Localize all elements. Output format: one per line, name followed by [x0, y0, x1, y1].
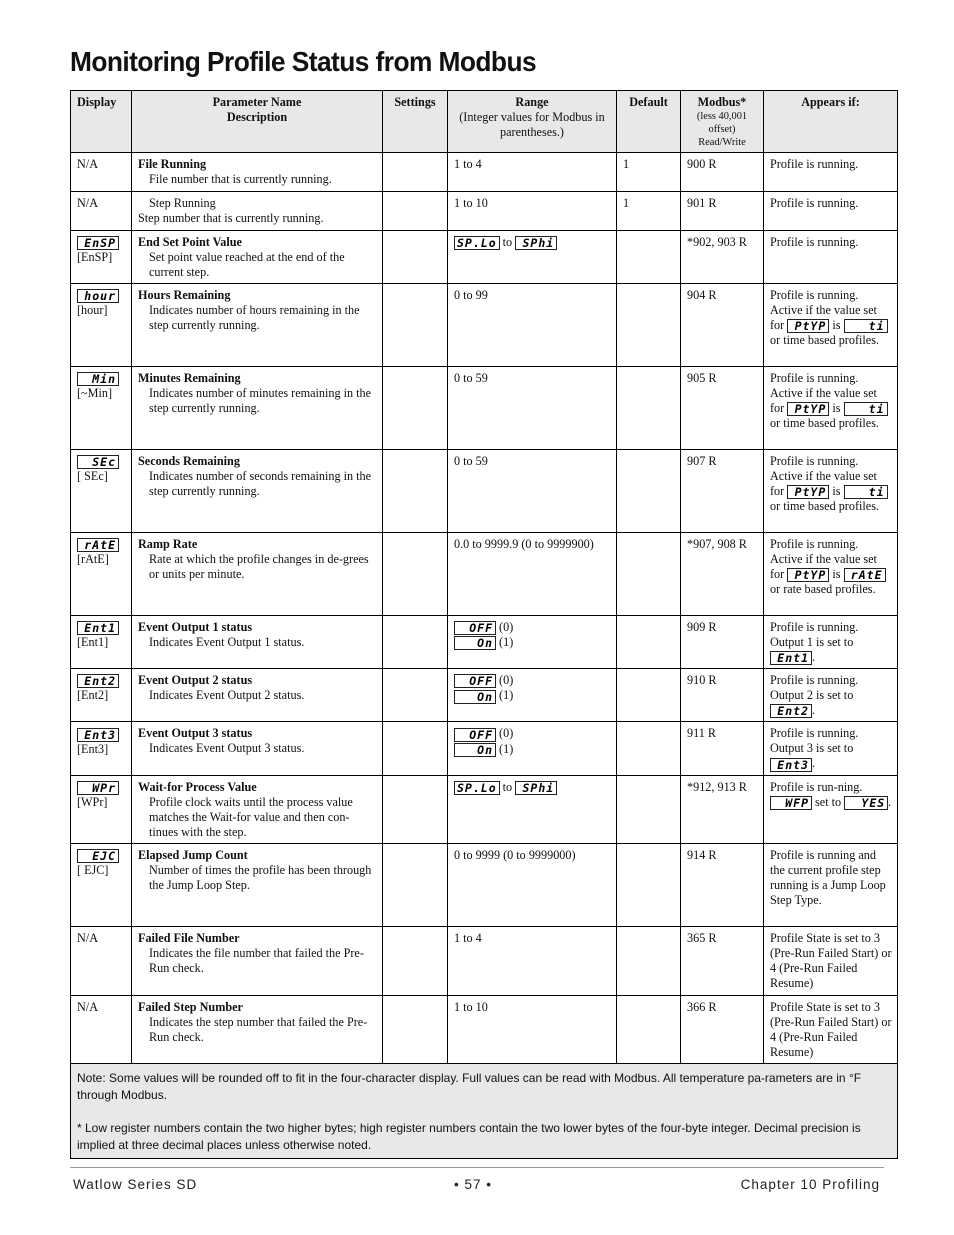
- header-modbus-label: Modbus*: [697, 95, 747, 109]
- lcd-off-icon: OFF: [454, 621, 496, 635]
- modbus-cell: 910 R: [681, 669, 764, 722]
- appears-text: or time based profiles.: [770, 499, 879, 514]
- default-cell: [617, 995, 681, 1063]
- range-cell: 0 to 99: [448, 284, 617, 367]
- lcd-on-icon: On: [454, 690, 496, 704]
- lcd-off-icon: OFF: [454, 728, 496, 742]
- appears-cell: Profile State is set to 3 (Pre-Run Failed Start) or 4 (Pre-Run Failed Resume): [764, 995, 898, 1063]
- lcd-sphi-icon: SPhi: [515, 236, 557, 250]
- default-cell: [617, 367, 681, 450]
- range-cell: 1 to 4: [448, 926, 617, 995]
- parameter-name: Elapsed Jump Count: [138, 847, 248, 862]
- parameter-name: End Set Point Value: [138, 235, 242, 249]
- header-settings: Settings: [383, 91, 448, 153]
- lcd-on-icon: On: [454, 636, 496, 650]
- settings-cell: [383, 926, 448, 995]
- display-code: [hour]: [77, 303, 108, 318]
- parameter-cell: [132, 533, 383, 616]
- table-row: [71, 722, 898, 775]
- lcd-ent1-icon: Ent1: [770, 651, 812, 665]
- parameter-cell: [132, 231, 383, 284]
- parameter-name: Failed File Number: [138, 930, 240, 945]
- modbus-cell: 900 R: [681, 153, 764, 192]
- settings-cell: [383, 843, 448, 926]
- appears-cell: Profile is running.: [764, 153, 898, 192]
- lcd-ptyp-icon: PtYP: [787, 568, 829, 582]
- appears-cell: [764, 533, 898, 616]
- settings-cell: [383, 153, 448, 192]
- appears-text: Profile is running. Output 2 is set to: [770, 673, 859, 703]
- parameter-name: Failed Step Number: [138, 999, 243, 1014]
- lcd-display-icon: Ent3: [77, 728, 119, 742]
- parameter-cell: [132, 995, 383, 1063]
- parameter-description: Indicates the step number that failed the Pre-Run check.: [149, 1014, 368, 1044]
- lcd-display-icon: Ent1: [77, 621, 119, 635]
- modbus-cell: 901 R: [681, 192, 764, 231]
- header-range-label: Range: [515, 95, 549, 109]
- display-code: [ EJC]: [77, 862, 109, 877]
- header-range: [448, 91, 617, 153]
- parameter-name: Wait-for Process Value: [138, 779, 257, 794]
- parameter-description: Set point value reached at the end of the current step.: [149, 250, 345, 279]
- footer-chapter: Chapter 10 Profiling: [740, 1177, 880, 1192]
- display-code: [rAtE]: [77, 552, 109, 567]
- display-cell: [71, 669, 132, 722]
- appears-text: Profile is running. Output 3 is set to: [770, 726, 859, 756]
- display-code: [WPr]: [77, 794, 108, 809]
- parameter-cell: [132, 669, 383, 722]
- lcd-splo-icon: SP.Lo: [454, 236, 500, 250]
- parameter-name: Minutes Remaining: [138, 371, 241, 385]
- settings-cell: [383, 284, 448, 367]
- appears-text: or time based profiles.: [770, 333, 879, 348]
- parameter-cell: [132, 843, 383, 926]
- modbus-cell: 911 R: [681, 722, 764, 775]
- parameter-description: Indicates Event Output 3 status.: [149, 741, 305, 756]
- appears-text: Profile is running. Active if the value set for: [770, 454, 877, 498]
- display-cell: [71, 450, 132, 533]
- display-cell: [71, 231, 132, 284]
- table-row: [71, 231, 898, 284]
- default-cell: 1: [617, 153, 681, 192]
- header-parameter: [132, 91, 383, 153]
- parameter-cell: [132, 284, 383, 367]
- default-cell: [617, 775, 681, 843]
- table-row: [71, 995, 898, 1063]
- parameter-cell: [132, 775, 383, 843]
- lcd-off-icon: OFF: [454, 674, 496, 688]
- display-cell: [71, 284, 132, 367]
- display-cell: [71, 843, 132, 926]
- default-cell: [617, 926, 681, 995]
- lcd-display-icon: rAtE: [77, 538, 119, 552]
- table-row: [71, 616, 898, 669]
- settings-cell: [383, 775, 448, 843]
- table-row: [71, 284, 898, 367]
- display-code: [EnSP]: [77, 250, 113, 265]
- appears-text: is: [832, 318, 841, 332]
- range-to: to: [502, 235, 513, 249]
- display-cell: N/A: [71, 153, 132, 192]
- note-registers: * Low register numbers contain the two higher bytes; high register numbers contain the two lower bytes of the four-byte integer. Decimal precision is implied at three decimal places unless otherwise noted.: [77, 1120, 861, 1152]
- appears-cell: Profile State is set to 3 (Pre-Run Failed Start) or 4 (Pre-Run Failed Resume): [764, 926, 898, 995]
- default-cell: 1: [617, 192, 681, 231]
- parameter-description: Number of times the profile has been through the Jump Loop Step.: [149, 862, 372, 892]
- parameter-name: Event Output 1 status: [138, 620, 253, 634]
- default-cell: [617, 533, 681, 616]
- table-row: [71, 775, 898, 843]
- note-rounding: Note: Some values will be rounded off to fit in the four-character display. Full values can be read with Modbus. All temperature pa-rameters are in °F through Modbus.: [77, 1070, 862, 1102]
- default-cell: [617, 450, 681, 533]
- modbus-cell: *907, 908 R: [681, 533, 764, 616]
- lcd-rate-icon: rAtE: [844, 568, 886, 582]
- parameter-description: Indicates Event Output 1 status.: [149, 635, 305, 649]
- appears-cell: [764, 450, 898, 533]
- modbus-cell: 914 R: [681, 843, 764, 926]
- appears-cell: [764, 775, 898, 843]
- appears-cell: Profile is running.: [764, 231, 898, 284]
- range-value: (1): [499, 688, 514, 703]
- default-cell: [617, 284, 681, 367]
- table-row: [71, 843, 898, 926]
- lcd-on-icon: On: [454, 743, 496, 757]
- table-row: [71, 669, 898, 722]
- parameter-cell: [132, 616, 383, 669]
- range-cell: 0 to 9999 (0 to 9999000): [448, 843, 617, 926]
- range-value: (0): [499, 726, 514, 741]
- appears-text: or rate based profiles.: [770, 582, 876, 597]
- table-row: [71, 533, 898, 616]
- footer-divider: [70, 1167, 884, 1168]
- table-row: [71, 450, 898, 533]
- parameter-description: Indicates the file number that failed the Pre-Run check.: [149, 945, 364, 975]
- range-value: (0): [499, 620, 514, 634]
- appears-text: Profile is running. Active if the value set for: [770, 288, 877, 332]
- display-cell: [71, 722, 132, 775]
- settings-cell: [383, 669, 448, 722]
- display-code: [~Min]: [77, 386, 113, 401]
- settings-cell: [383, 533, 448, 616]
- header-display: Display: [71, 91, 132, 153]
- parameter-description: Indicates number of minutes remaining in the step currently running.: [149, 386, 372, 415]
- range-cell: 0 to 59: [448, 367, 617, 450]
- modbus-cell: 909 R: [681, 616, 764, 669]
- parameter-cell: [132, 722, 383, 775]
- range-cell: 1 to 10: [448, 995, 617, 1063]
- table-row: [71, 926, 898, 995]
- parameter-description: File number that is currently running.: [149, 172, 332, 186]
- table-row: [71, 367, 898, 450]
- range-cell: [448, 616, 617, 669]
- header-modbus-sub1: (less 40,001: [696, 111, 748, 122]
- appears-text: is: [832, 401, 841, 415]
- appears-text: set to: [815, 794, 842, 809]
- appears-text: Profile is run-ning.: [770, 779, 863, 794]
- settings-cell: [383, 231, 448, 284]
- lcd-yes-icon: YES: [844, 796, 888, 810]
- parameter-name: Event Output 3 status: [138, 726, 253, 741]
- parameter-name: File Running: [138, 157, 207, 171]
- display-cell: N/A: [71, 192, 132, 231]
- range-cell: 1 to 4: [448, 153, 617, 192]
- footer-page-number: • 57 •: [454, 1177, 492, 1192]
- range-cell: 0.0 to 9999.9 (0 to 9999900): [448, 533, 617, 616]
- lcd-display-icon: Ent2: [77, 674, 119, 688]
- default-cell: [617, 231, 681, 284]
- lcd-ti-icon: ti: [844, 402, 888, 416]
- range-value: (0): [499, 673, 514, 688]
- notes-row: [71, 1063, 898, 1158]
- settings-cell: [383, 450, 448, 533]
- default-cell: [617, 669, 681, 722]
- range-cell: 1 to 10: [448, 192, 617, 231]
- parameter-name: Step Running: [149, 196, 216, 210]
- appears-cell: Profile is running.: [764, 192, 898, 231]
- lcd-display-icon: WPr: [77, 781, 119, 795]
- display-cell: [71, 616, 132, 669]
- range-cell: 0 to 59: [448, 450, 617, 533]
- display-cell: N/A: [71, 995, 132, 1063]
- range-cell: [448, 231, 617, 284]
- display-cell: [71, 367, 132, 450]
- lcd-ent2-icon: Ent2: [770, 704, 812, 718]
- lcd-display-icon: hour: [77, 289, 119, 303]
- parameter-name: Seconds Remaining: [138, 454, 240, 468]
- range-cell: [448, 669, 617, 722]
- display-cell: [71, 533, 132, 616]
- display-code: [Ent1]: [77, 635, 109, 650]
- header-range-sub: (Integer values for Modbus in parentheses.): [459, 110, 605, 139]
- settings-cell: [383, 722, 448, 775]
- parameter-name: Hours Remaining: [138, 288, 231, 302]
- header-param-desc: Description: [226, 110, 288, 124]
- lcd-ti-icon: ti: [844, 319, 888, 333]
- appears-cell: [764, 367, 898, 450]
- lcd-ti-icon: ti: [844, 485, 888, 499]
- appears-text: Profile is running. Active if the value set for: [770, 371, 877, 415]
- header-modbus: [681, 91, 764, 153]
- appears-cell: [764, 722, 898, 775]
- display-code: [ SEc]: [77, 469, 108, 484]
- appears-text: .: [888, 794, 892, 809]
- appears-text: Profile is running. Active if the value set for: [770, 537, 877, 581]
- settings-cell: [383, 192, 448, 231]
- modbus-cell: 366 R: [681, 995, 764, 1063]
- display-code: [Ent3]: [77, 741, 109, 756]
- range-cell: [448, 775, 617, 843]
- lcd-display-icon: Min: [77, 372, 119, 386]
- table-row: [71, 153, 898, 192]
- parameter-cell: [132, 367, 383, 450]
- header-modbus-sub2: offset): [708, 124, 736, 135]
- display-cell: N/A: [71, 926, 132, 995]
- lcd-splo-icon: SP.Lo: [454, 781, 500, 795]
- modbus-cell: *912, 913 R: [681, 775, 764, 843]
- lcd-ptyp-icon: PtYP: [787, 319, 829, 333]
- lcd-ent3-icon: Ent3: [770, 758, 812, 772]
- header-row: [71, 91, 898, 153]
- modbus-cell: 907 R: [681, 450, 764, 533]
- appears-cell: [764, 284, 898, 367]
- display-cell: [71, 775, 132, 843]
- modbus-cell: *902, 903 R: [681, 231, 764, 284]
- parameter-cell: [132, 926, 383, 995]
- appears-text: is: [832, 484, 841, 498]
- appears-cell: [764, 616, 898, 669]
- notes-cell: [71, 1063, 898, 1158]
- header-modbus-sub3: Read/Write: [698, 137, 746, 148]
- appears-text: Profile is running. Output 1 is set to: [770, 620, 859, 649]
- parameter-description: Indicates number of hours remaining in the step currently running.: [149, 303, 360, 332]
- parameter-cell: [132, 192, 383, 231]
- settings-cell: [383, 367, 448, 450]
- appears-cell: [764, 669, 898, 722]
- modbus-cell: 904 R: [681, 284, 764, 367]
- lcd-display-icon: EJC: [77, 849, 119, 863]
- range-value: (1): [499, 741, 514, 756]
- parameter-description: Indicates Event Output 2 status.: [149, 688, 305, 703]
- parameter-description: Step number that is currently running.: [138, 211, 324, 225]
- lcd-ptyp-icon: PtYP: [787, 402, 829, 416]
- modbus-cell: 365 R: [681, 926, 764, 995]
- appears-text: .: [812, 650, 816, 664]
- table-row: [71, 192, 898, 231]
- page-title: Monitoring Profile Status from Modbus: [70, 46, 537, 77]
- modbus-cell: 905 R: [681, 367, 764, 450]
- parameter-description: Indicates number of seconds remaining in the step currently running.: [149, 469, 372, 498]
- parameter-name: Event Output 2 status: [138, 673, 253, 688]
- parameter-description: Rate at which the profile changes in de-grees or units per minute.: [149, 552, 369, 581]
- appears-text: .: [812, 703, 816, 718]
- appears-cell: Profile is running and the current profile step running is a Jump Loop Step Type.: [764, 843, 898, 926]
- lcd-wfp-icon: WFP: [770, 796, 812, 810]
- appears-text: .: [812, 756, 816, 771]
- appears-text: or time based profiles.: [770, 416, 879, 431]
- parameter-cell: [132, 153, 383, 192]
- default-cell: [617, 616, 681, 669]
- default-cell: [617, 722, 681, 775]
- lcd-sphi-icon: SPhi: [515, 781, 557, 795]
- lcd-display-icon: EnSP: [77, 236, 119, 250]
- header-appears-if: Appears if:: [764, 91, 898, 153]
- range-value: (1): [499, 635, 514, 650]
- header-param-name: Parameter Name: [212, 95, 302, 109]
- range-to: to: [502, 779, 513, 794]
- default-cell: [617, 843, 681, 926]
- appears-text: is: [832, 567, 841, 581]
- parameter-cell: [132, 450, 383, 533]
- lcd-ptyp-icon: PtYP: [787, 485, 829, 499]
- range-cell: [448, 722, 617, 775]
- settings-cell: [383, 616, 448, 669]
- settings-cell: [383, 995, 448, 1063]
- header-default: Default: [617, 91, 681, 153]
- lcd-display-icon: SEc: [77, 455, 119, 469]
- display-code: [Ent2]: [77, 688, 109, 703]
- parameter-table: [70, 90, 898, 1159]
- parameter-name: Ramp Rate: [138, 537, 198, 551]
- parameter-description: Profile clock waits until the process value matches the Wait-for value and then con-tinues with the step.: [149, 794, 353, 839]
- footer-product: Watlow Series SD: [73, 1177, 198, 1192]
